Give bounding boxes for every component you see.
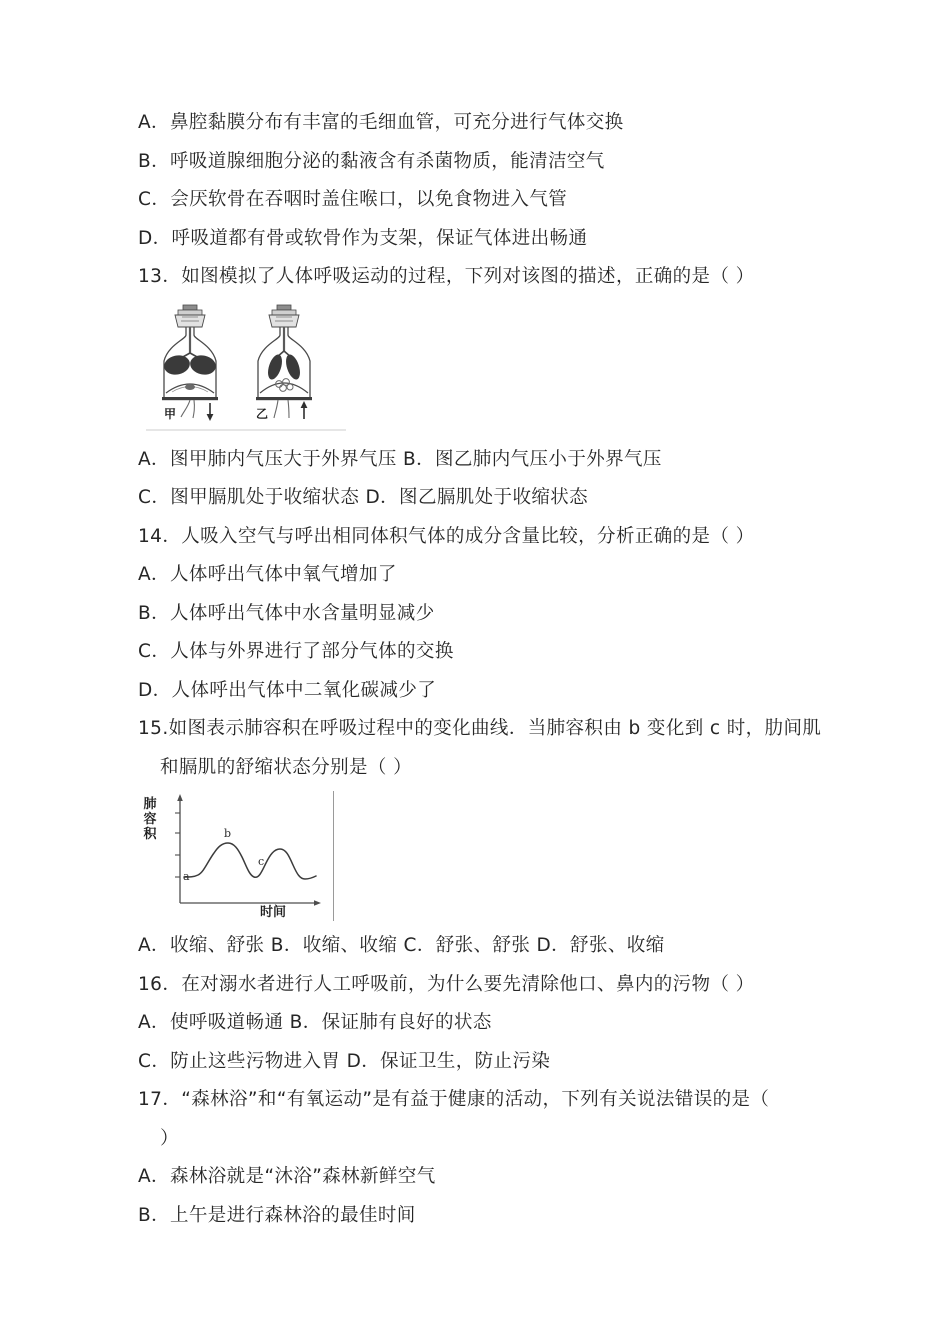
option-row: A．使呼吸道畅通 B．保证肺有良好的状态 [138, 1012, 492, 1033]
curve-point-label-a: a [183, 870, 190, 883]
question-content [138, 104, 868, 1235]
figure-right-border [333, 791, 334, 921]
question-13-text: 如图模拟了人体呼吸运动的过程，下列对该图的描述，正确的是（ ） [181, 266, 755, 287]
option-row: C．图甲膈肌处于收缩状态 D．图乙膈肌处于收缩状态 [138, 487, 589, 508]
chart-y-ticks [175, 813, 180, 877]
option-row: B．人体呼出气体中水含量明显减少 [138, 602, 435, 624]
question-13-number: 13． [138, 266, 182, 287]
bell-jar-left [162, 305, 218, 421]
option-row: D．人体呼出气体中二氧化碳减少了 [138, 679, 437, 701]
option-row: A．收缩、舒张 B．收缩、收缩 C．舒张、舒张 D．舒张、收缩 [138, 935, 665, 956]
option-row: C．会厌软骨在吞咽时盖住喉口，以免食物进入气管 [138, 189, 568, 210]
lung-volume-chart-svg [138, 791, 334, 921]
option-row: D．呼吸道都有骨或软骨作为支架，保证气体进出畅通 [138, 227, 588, 249]
question-16-number: 16． [138, 973, 182, 995]
option-row: A．森林浴就是“沐浴”森林新鲜空气 [138, 1166, 436, 1187]
bell-jar-left-label: 甲 [164, 406, 177, 421]
question-13-stem [138, 258, 868, 297]
question-14-number: 14． [138, 525, 182, 547]
lung-volume-chart [138, 791, 334, 921]
option-row: A．鼻腔黏膜分布有丰富的毛细血管，可充分进行气体交换 [138, 112, 624, 133]
chart-y-axis-label-char-1: 肺 [143, 797, 157, 812]
question-16-stem [138, 966, 868, 1005]
option-row: B．上午是进行森林浴的最佳时间 [138, 1204, 416, 1226]
option-row: A．人体呼出气体中氧气增加了 [138, 564, 397, 585]
question-17-stem-line2: ） [160, 1127, 179, 1149]
question-14-text: 人吸入空气与呼出相同体积气体的成分含量比较，分析正确的是（ ） [181, 525, 755, 547]
figure-bell-jar-block [138, 303, 868, 431]
question-14-stem [138, 518, 868, 557]
bell-jar-right-label: 乙 [256, 406, 269, 421]
option-row: C．防止这些污物进入胃 D．保证卫生，防止污染 [138, 1050, 551, 1072]
curve-point-label-b: b [224, 827, 232, 840]
question-17-stem-line1 [138, 1081, 868, 1120]
chart-y-axis-label-char-3: 积 [143, 827, 157, 842]
chart-x-axis-label: 时间 [260, 905, 287, 920]
chart-y-axis-label-char-2: 容 [143, 812, 157, 827]
bell-jar-svg [146, 303, 346, 431]
chart-y-axis-arrow [177, 794, 183, 801]
bell-jar-figure [146, 303, 346, 431]
question-17-number: 17． [138, 1089, 182, 1110]
option-row: B．呼吸道腺细胞分泌的黏液含有杀菌物质，能清洁空气 [138, 150, 605, 172]
question-15-stem-line1 [138, 710, 868, 749]
question-15-text-a: 如图表示肺容积在呼吸过程中的变化曲线．当肺容积由 b 变化到 c 时，肋间肌 [168, 718, 822, 739]
question-16-text: 在对溺水者进行人工呼吸前，为什么要先清除他口、鼻内的污物（ ） [181, 973, 755, 995]
option-row: A．图甲肺内气压大于外界气压 B．图乙肺内气压小于外界气压 [138, 448, 662, 470]
option-row: C．人体与外界进行了部分气体的交换 [138, 641, 454, 662]
lung-volume-curve [184, 843, 316, 879]
chart-y-axis-label [140, 797, 160, 842]
figure-lung-curve-block [138, 791, 868, 921]
chart-x-axis-arrow [314, 900, 321, 906]
question-17-text-a: “森林浴”和“有氧运动”是有益于健康的活动，下列有关说法错误的是（ [181, 1089, 770, 1110]
question-15-number: 15. [138, 718, 169, 739]
bell-jar-right [256, 305, 312, 421]
curve-point-label-c: c [258, 855, 265, 868]
question-15-stem-line2: 和膈肌的舒缩状态分别是（ ） [160, 756, 412, 778]
